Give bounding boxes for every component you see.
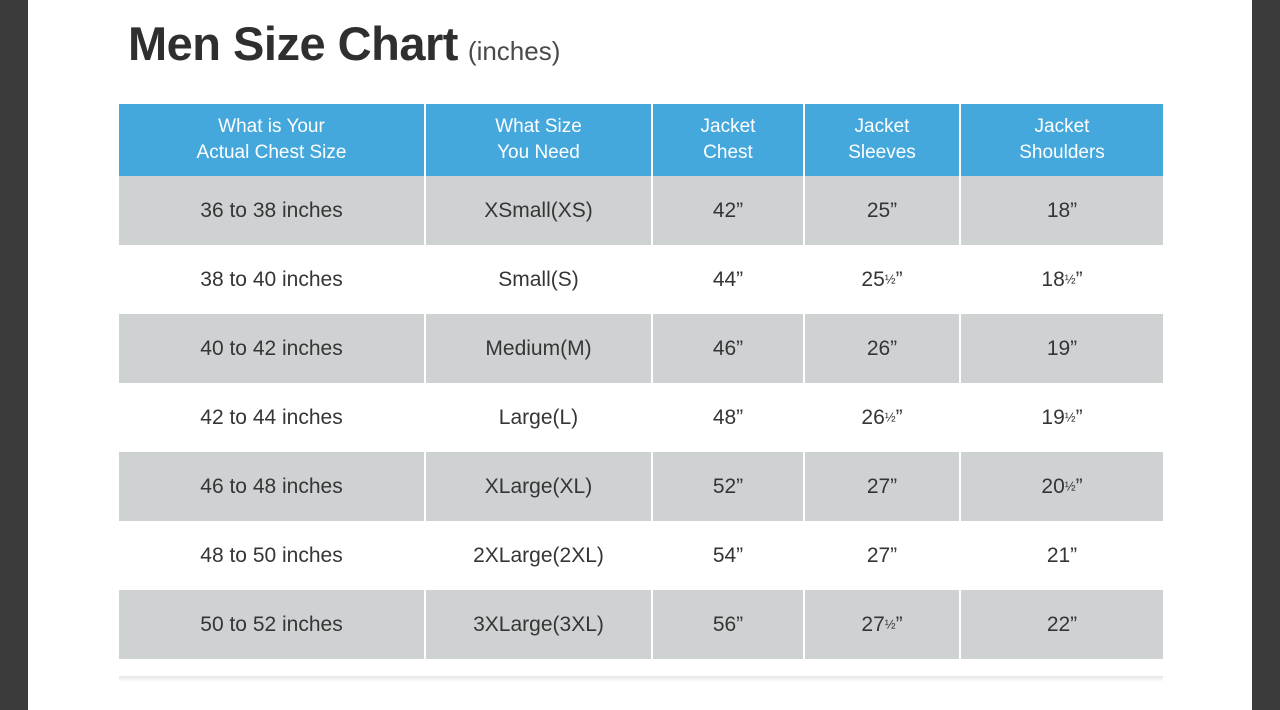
table-header-row xyxy=(119,104,1163,176)
table-row xyxy=(119,452,1163,521)
table-row xyxy=(119,176,1163,245)
table-row xyxy=(119,383,1163,452)
header-line-2: Chest xyxy=(703,142,753,163)
cell-jacket-shoulders: 20½” xyxy=(961,452,1163,521)
cell-size-needed: Medium(M) xyxy=(426,314,653,383)
table-row xyxy=(119,245,1163,314)
size-chart-sheet xyxy=(28,0,1252,710)
cell-jacket-shoulders: 19½” xyxy=(961,383,1163,452)
cell-jacket-sleeves: 27½” xyxy=(805,590,961,659)
header-line-2: Actual Chest Size xyxy=(196,142,347,163)
letterbox-left xyxy=(0,0,28,710)
header-line-1: What is Your xyxy=(218,116,325,138)
column-header-actual-chest xyxy=(119,104,426,176)
header-line-1: Jacket xyxy=(854,116,910,138)
cell-actual-chest: 36 to 38 inches xyxy=(119,176,426,245)
cell-jacket-shoulders: 21” xyxy=(961,521,1163,590)
header-line-1: What Size xyxy=(495,116,582,138)
cell-actual-chest: 50 to 52 inches xyxy=(119,590,426,659)
cell-jacket-shoulders: 18” xyxy=(961,176,1163,245)
cell-jacket-sleeves: 26” xyxy=(805,314,961,383)
cell-size-needed: 2XLarge(2XL) xyxy=(426,521,653,590)
cell-jacket-shoulders: 18½” xyxy=(961,245,1163,314)
column-header-jacket-shoulders xyxy=(961,104,1163,176)
cell-actual-chest: 40 to 42 inches xyxy=(119,314,426,383)
cell-jacket-sleeves: 25½” xyxy=(805,245,961,314)
cell-jacket-sleeves: 26½” xyxy=(805,383,961,452)
header-line-2: Sleeves xyxy=(848,142,916,163)
cell-actual-chest: 42 to 44 inches xyxy=(119,383,426,452)
cell-size-needed: Large(L) xyxy=(426,383,653,452)
cell-actual-chest: 46 to 48 inches xyxy=(119,452,426,521)
cell-jacket-shoulders: 22” xyxy=(961,590,1163,659)
cell-jacket-chest: 52” xyxy=(653,452,805,521)
table-row xyxy=(119,314,1163,383)
cell-jacket-sleeves: 27” xyxy=(805,521,961,590)
cell-jacket-sleeves: 25” xyxy=(805,176,961,245)
page-title-main: Men Size Chart xyxy=(128,17,458,70)
header-line-1: Jacket xyxy=(700,116,756,138)
page-title-unit: (inches) xyxy=(467,36,561,66)
table-bottom-shadow xyxy=(119,676,1163,682)
cell-size-needed: XLarge(XL) xyxy=(426,452,653,521)
cell-jacket-chest: 48” xyxy=(653,383,805,452)
cell-size-needed: XSmall(XS) xyxy=(426,176,653,245)
cell-jacket-chest: 42” xyxy=(653,176,805,245)
column-header-size-needed xyxy=(426,104,653,176)
header-line-1: Jacket xyxy=(1034,116,1090,138)
cell-size-needed: Small(S) xyxy=(426,245,653,314)
cell-actual-chest: 48 to 50 inches xyxy=(119,521,426,590)
column-header-jacket-sleeves xyxy=(805,104,961,176)
table-row xyxy=(119,590,1163,659)
header-line-2: Shoulders xyxy=(1019,142,1105,163)
cell-jacket-chest: 54” xyxy=(653,521,805,590)
cell-jacket-chest: 44” xyxy=(653,245,805,314)
letterbox-right xyxy=(1252,0,1280,710)
page-title xyxy=(128,17,561,70)
cell-jacket-sleeves: 27” xyxy=(805,452,961,521)
cell-jacket-shoulders: 19” xyxy=(961,314,1163,383)
cell-jacket-chest: 46” xyxy=(653,314,805,383)
header-line-2: You Need xyxy=(497,142,580,163)
column-header-jacket-chest xyxy=(653,104,805,176)
cell-jacket-chest: 56” xyxy=(653,590,805,659)
cell-actual-chest: 38 to 40 inches xyxy=(119,245,426,314)
size-chart-table xyxy=(119,104,1163,659)
cell-size-needed: 3XLarge(3XL) xyxy=(426,590,653,659)
table-row xyxy=(119,521,1163,590)
